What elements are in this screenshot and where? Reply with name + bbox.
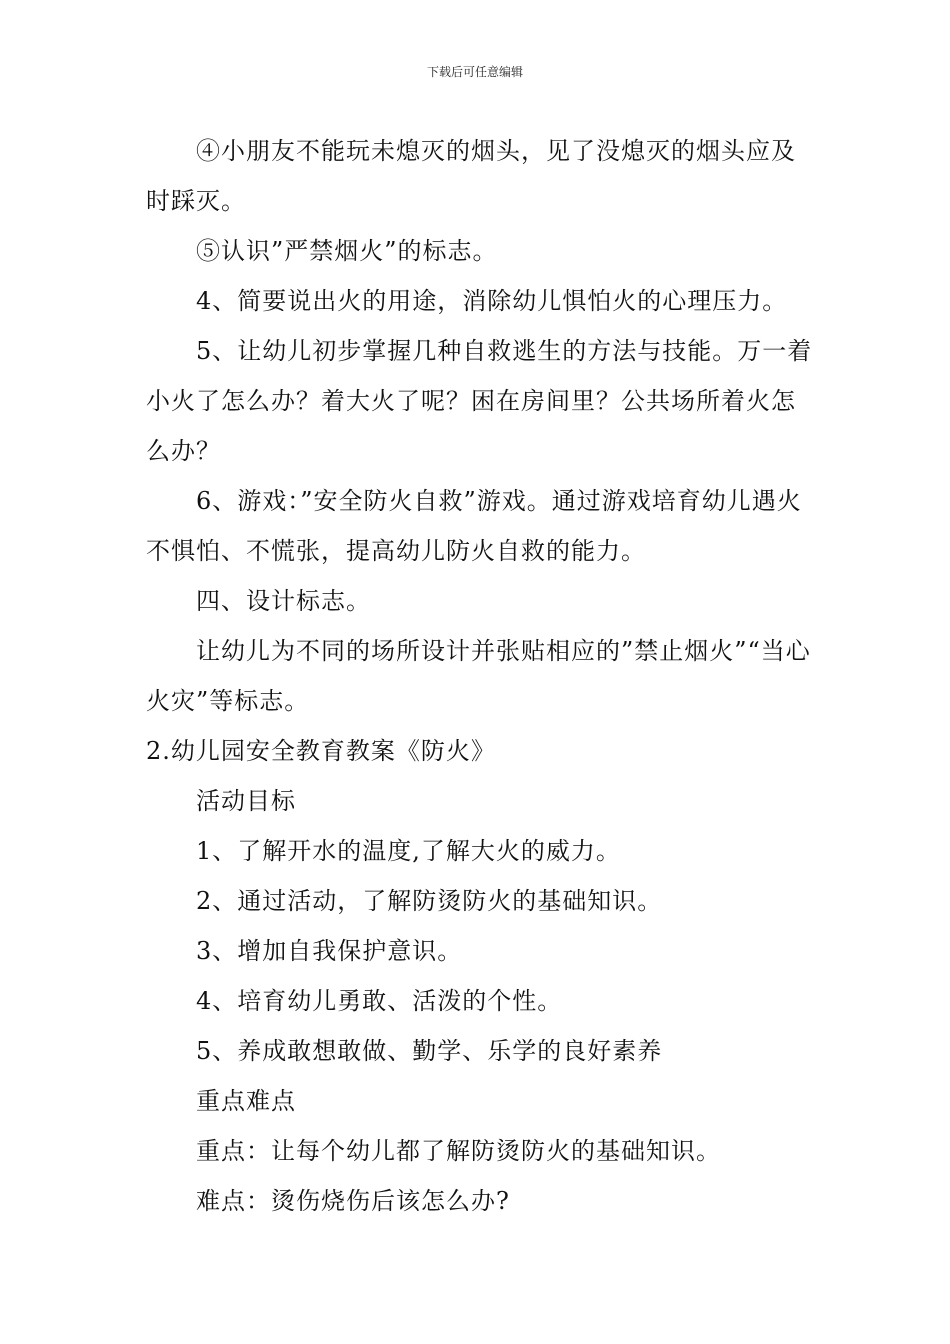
paragraph-self-rescue: 5、让幼儿初步掌握几种自救逃生的方法与技能。万一着小火了怎么办？着大火了呢？困在房间里？公共场所着火怎么办？ — [146, 337, 813, 465]
difficult-point: 难点：烫伤烧伤后该怎么办? — [196, 1187, 510, 1215]
section-title: 2.幼儿园安全教育教案《防火》 — [146, 737, 496, 765]
goal-item-3: 3、增加自我保护意识。 — [196, 937, 463, 965]
goal-item-5: 5、养成敢想敢做、勤学、乐学的良好素养 — [196, 1037, 663, 1065]
paragraph-fire-uses: 4、简要说出火的用途，消除幼儿惧怕火的心理压力。 — [196, 287, 788, 315]
paragraph-game: 6、游戏：”安全防火自救”游戏。通过游戏培育幼儿遇火不惧怕、不慌张，提高幼儿防火自救的能力。 — [146, 487, 802, 565]
heading-key-points: 重点难点 — [196, 1087, 296, 1115]
goal-item-2: 2、通过活动，了解防烫防火的基础知识。 — [196, 887, 663, 915]
paragraph-design-signs-heading: 四、设计标志。 — [196, 587, 371, 615]
document-body — [146, 126, 816, 1226]
key-point: 重点：让每个幼儿都了解防烫防火的基础知识。 — [196, 1137, 721, 1165]
paragraph-no-fire-sign: ⑤认识”严禁烟火”的标志。 — [196, 237, 498, 265]
paragraph-cigarette-rule: ④小朋友不能玩未熄灭的烟头，见了没熄灭的烟头应及时踩灭。 — [146, 137, 796, 215]
heading-activity-goals: 活动目标 — [196, 787, 296, 815]
goal-item-4: 4、培育幼儿勇敢、活泼的个性。 — [196, 987, 563, 1015]
page-header-note: 下载后可任意编辑 — [426, 65, 523, 79]
goal-item-1: 1、了解开水的温度,了解大火的威力。 — [196, 837, 621, 865]
paragraph-design-signs: 让幼儿为不同的场所设计并张贴相应的”禁止烟火”“当心火灾”等标志。 — [146, 637, 811, 715]
